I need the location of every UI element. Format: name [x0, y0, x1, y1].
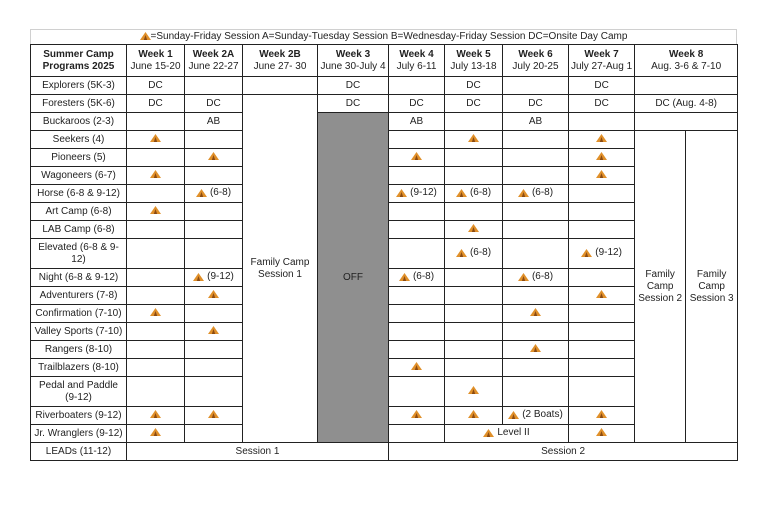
cell-w6	[503, 287, 569, 305]
week-header: Week 7 July 27-Aug 1	[569, 45, 635, 77]
program-name: Pioneers (5)	[31, 149, 127, 167]
cell-w6	[503, 203, 569, 221]
program-name: Horse (6-8 & 9-12)	[31, 185, 127, 203]
cell-w5	[445, 407, 503, 425]
header-row	[31, 45, 738, 77]
cell-w5	[445, 185, 503, 203]
cell-w6	[503, 221, 569, 239]
tent-icon	[150, 206, 161, 214]
cell-w2a	[185, 221, 243, 239]
cell-w2a	[185, 167, 243, 185]
week-header: Week 5 July 13-18	[445, 45, 503, 77]
level-ii-label: Level II	[497, 426, 530, 438]
tent-icon	[518, 189, 529, 197]
schedule-body	[31, 77, 738, 461]
tent-icon	[411, 362, 422, 370]
cell-w1	[127, 203, 185, 221]
tent-icon	[411, 152, 422, 160]
cell-w2a	[185, 407, 243, 425]
tent-icon	[193, 273, 204, 281]
leads-session-2: Session 2	[389, 443, 738, 461]
tent-icon	[411, 410, 422, 418]
legend-bar	[30, 29, 737, 44]
cell-w1	[127, 221, 185, 239]
cell-w1: DC	[127, 95, 185, 113]
cell-w3: DC	[318, 77, 389, 95]
cell-w2a	[185, 377, 243, 407]
cell-w7	[569, 113, 635, 131]
cell-w1	[127, 287, 185, 305]
family-camp-session-2: Family Camp Session 2	[635, 131, 686, 443]
cell-w1	[127, 359, 185, 377]
tent-icon	[196, 189, 207, 197]
table-row	[31, 113, 738, 131]
cell-w3: DC	[318, 95, 389, 113]
week-header: Week 1 June 15-20	[127, 45, 185, 77]
cell-w2a	[185, 131, 243, 149]
cell-w8	[635, 113, 738, 131]
cell-w7	[569, 323, 635, 341]
cell-w6: AB	[503, 113, 569, 131]
cell-w7	[569, 131, 635, 149]
cell-w5	[445, 341, 503, 359]
tent-icon	[468, 410, 479, 418]
cell-w5	[445, 269, 503, 287]
cell-w1	[127, 239, 185, 269]
leads-session-1: Session 1	[127, 443, 389, 461]
cell-w2a	[185, 425, 243, 443]
program-name: Rangers (8-10)	[31, 341, 127, 359]
cell-w2a	[185, 341, 243, 359]
cell-w6: DC	[503, 95, 569, 113]
program-name: Trailblazers (8-10)	[31, 359, 127, 377]
tent-icon	[518, 273, 529, 281]
cell-w4	[389, 185, 445, 203]
cell-w4	[389, 377, 445, 407]
cell-w6	[503, 149, 569, 167]
cell-w5	[445, 113, 503, 131]
dc-aug-cell: DC (Aug. 4-8)	[635, 95, 738, 113]
tent-icon	[468, 386, 479, 394]
cell-w1	[127, 407, 185, 425]
tent-icon	[150, 308, 161, 316]
tent-icon	[596, 170, 607, 178]
cell-w7	[569, 341, 635, 359]
cell-w6	[503, 377, 569, 407]
cell-w2a: DC	[185, 95, 243, 113]
cell-w1	[127, 425, 185, 443]
cell-w5	[445, 239, 503, 269]
cell-w4: AB	[389, 113, 445, 131]
cell-w4	[389, 203, 445, 221]
cell-w6	[503, 131, 569, 149]
program-name: Foresters (5K-6)	[31, 95, 127, 113]
program-name: Explorers (5K-3)	[31, 77, 127, 95]
cell-w6	[503, 341, 569, 359]
cell-w7	[569, 221, 635, 239]
cell-note: (6-8)	[531, 186, 554, 198]
tent-icon	[530, 344, 541, 352]
cell-w6	[503, 323, 569, 341]
cell-w7	[569, 377, 635, 407]
cell-w5	[445, 203, 503, 221]
program-name: LEADs (11-12)	[31, 443, 127, 461]
cell-w5	[445, 377, 503, 407]
cell-w2a	[185, 323, 243, 341]
cell-w4	[389, 77, 445, 95]
cell-w1: DC	[127, 77, 185, 95]
cell-w4	[389, 305, 445, 323]
tent-icon	[140, 32, 151, 40]
cell-w5	[445, 287, 503, 305]
tent-icon	[150, 134, 161, 142]
tent-icon	[150, 428, 161, 436]
cell-note: (2 Boats)	[522, 408, 563, 420]
cell-w4	[389, 131, 445, 149]
cell-w2a	[185, 77, 243, 95]
cell-w6	[503, 185, 569, 203]
week-header: Week 6 July 20-25	[503, 45, 569, 77]
cell-w7	[569, 167, 635, 185]
program-name: Pedal and Paddle (9-12)	[31, 377, 127, 407]
camp-schedule-table	[30, 44, 738, 461]
program-name: Wagoneers (6-7)	[31, 167, 127, 185]
cell-w5	[445, 359, 503, 377]
tent-icon	[150, 410, 161, 418]
tent-icon	[396, 189, 407, 197]
cell-w7	[569, 185, 635, 203]
family-camp-session-3: Family Camp Session 3	[686, 131, 738, 443]
cell-w6	[503, 167, 569, 185]
cell-w5: DC	[445, 77, 503, 95]
table-row	[31, 95, 738, 113]
cell-w4	[389, 149, 445, 167]
tent-icon	[208, 410, 219, 418]
tent-icon	[596, 290, 607, 298]
family-camp-session-1: Family Camp Session 1	[243, 95, 318, 443]
week-header: Week 3 June 30-July 4	[318, 45, 389, 77]
cell-w6	[503, 77, 569, 95]
cell-w7	[569, 149, 635, 167]
tent-icon	[530, 308, 541, 316]
cell-w1	[127, 185, 185, 203]
tent-icon	[456, 189, 467, 197]
program-name: Art Camp (6-8)	[31, 203, 127, 221]
program-name: Night (6-8 & 9-12)	[31, 269, 127, 287]
cell-w6	[503, 305, 569, 323]
cell-w5	[445, 305, 503, 323]
cell-w4	[389, 341, 445, 359]
cell-w7	[569, 305, 635, 323]
cell-w1	[127, 269, 185, 287]
cell-w5	[445, 149, 503, 167]
tent-icon	[456, 249, 467, 257]
cell-w2a	[185, 203, 243, 221]
program-name: Riverboaters (9-12)	[31, 407, 127, 425]
program-name: Jr. Wranglers (9-12)	[31, 425, 127, 443]
cell-w2a: AB	[185, 113, 243, 131]
cell-note: (6-8)	[469, 246, 492, 258]
week-header: Week 4 July 6-11	[389, 45, 445, 77]
tent-icon	[596, 134, 607, 142]
tent-icon	[581, 249, 592, 257]
week-header: Week 2B June 27- 30	[243, 45, 318, 77]
cell-w2a	[185, 305, 243, 323]
cell-w7	[569, 203, 635, 221]
cell-w6	[503, 239, 569, 269]
week-header: Week 8 Aug. 3-6 & 7-10	[635, 45, 738, 77]
level-ii-cell	[445, 425, 569, 443]
cell-w5	[445, 323, 503, 341]
off-block: OFF	[318, 113, 389, 443]
cell-w4: DC	[389, 95, 445, 113]
table-row	[31, 443, 738, 461]
cell-w1	[127, 341, 185, 359]
cell-w7	[569, 425, 635, 443]
cell-w2b	[243, 77, 318, 95]
cell-w5: DC	[445, 95, 503, 113]
tent-icon	[150, 170, 161, 178]
cell-w2a	[185, 239, 243, 269]
cell-w2a	[185, 359, 243, 377]
cell-w6	[503, 269, 569, 287]
program-name: LAB Camp (6-8)	[31, 221, 127, 239]
cell-w1	[127, 131, 185, 149]
tent-icon	[508, 411, 519, 419]
cell-note: (6-8)	[531, 270, 554, 282]
table-row	[31, 77, 738, 95]
week-header: Week 2A June 22-27	[185, 45, 243, 77]
cell-w1	[127, 167, 185, 185]
cell-w4	[389, 221, 445, 239]
cell-w7: DC	[569, 95, 635, 113]
tent-icon	[208, 152, 219, 160]
cell-w4	[389, 323, 445, 341]
tent-icon	[208, 326, 219, 334]
tent-icon	[483, 429, 494, 437]
cell-note: (6-8)	[209, 186, 232, 198]
cell-w6	[503, 407, 569, 425]
program-name: Seekers (4)	[31, 131, 127, 149]
cell-note: (9-12)	[595, 246, 622, 258]
cell-w1	[127, 149, 185, 167]
cell-w2a	[185, 149, 243, 167]
cell-w4	[389, 269, 445, 287]
corner-header: Summer Camp Programs 2025	[31, 45, 127, 77]
tent-icon	[208, 290, 219, 298]
cell-w1	[127, 305, 185, 323]
legend-text: =Sunday-Friday Session A=Sunday-Tuesday Session B=Wednesday-Friday Session DC=Onsite Day Camp	[150, 31, 628, 42]
tent-icon	[468, 134, 479, 142]
program-name: Elevated (6-8 & 9-12)	[31, 239, 127, 269]
cell-w1	[127, 377, 185, 407]
cell-w4	[389, 239, 445, 269]
cell-w5	[445, 131, 503, 149]
program-name: Buckaroos (2-3)	[31, 113, 127, 131]
program-name: Confirmation (7-10)	[31, 305, 127, 323]
tent-icon	[468, 224, 479, 232]
tent-icon	[596, 410, 607, 418]
cell-note: (9-12)	[207, 270, 234, 282]
cell-w4	[389, 407, 445, 425]
tent-icon	[399, 273, 410, 281]
cell-w1	[127, 113, 185, 131]
cell-w2a	[185, 185, 243, 203]
cell-w7	[569, 269, 635, 287]
cell-w7	[569, 287, 635, 305]
program-name: Adventurers (7-8)	[31, 287, 127, 305]
cell-note: (9-12)	[410, 186, 437, 198]
cell-w4	[389, 287, 445, 305]
cell-w5	[445, 221, 503, 239]
cell-w2a	[185, 287, 243, 305]
cell-w7: DC	[569, 77, 635, 95]
cell-w6	[503, 359, 569, 377]
program-name: Valley Sports (7-10)	[31, 323, 127, 341]
cell-w7	[569, 239, 635, 269]
cell-note: (6-8)	[412, 270, 435, 282]
cell-note: (6-8)	[469, 186, 492, 198]
cell-w1	[127, 323, 185, 341]
cell-w7	[569, 407, 635, 425]
cell-w7	[569, 359, 635, 377]
cell-w4	[389, 359, 445, 377]
cell-w4	[389, 167, 445, 185]
cell-w2a	[185, 269, 243, 287]
cell-w4	[389, 425, 445, 443]
cell-w8	[635, 77, 738, 95]
tent-icon	[596, 152, 607, 160]
cell-w5	[445, 167, 503, 185]
tent-icon	[596, 428, 607, 436]
